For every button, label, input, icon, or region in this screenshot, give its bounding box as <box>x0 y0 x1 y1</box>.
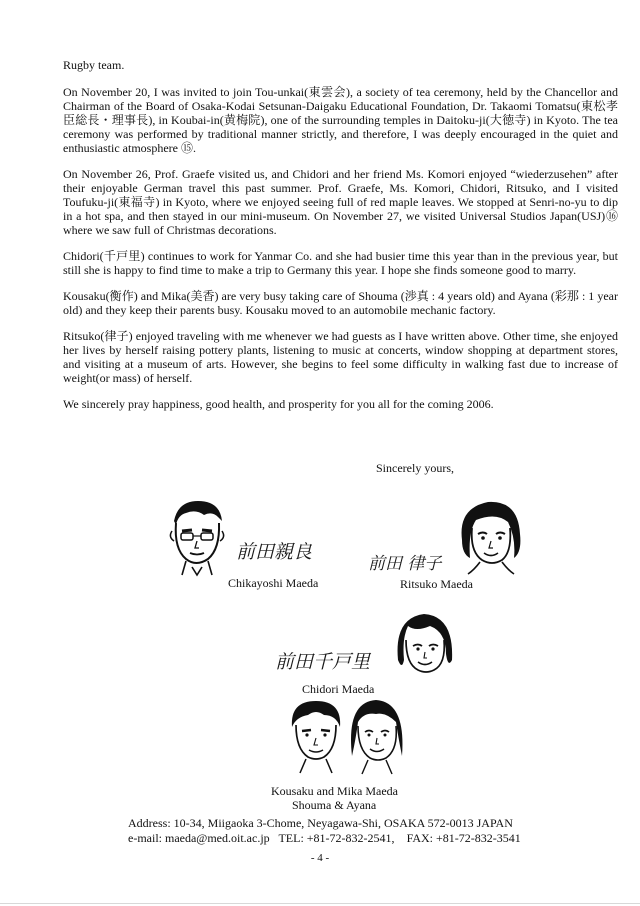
chikayoshi-printed-name: Chikayoshi Maeda <box>228 576 319 590</box>
contact-block <box>128 816 558 846</box>
paragraph-prof-graefe-visit: On November 26, Prof. Graefe visited us, and Chidori and her friend Ms. Komori enjoyed “wiederzusehen” after their enjoyable German travel this past summer. Prof. Graefe, Ms. Komori, Chidori, Ritsuko, and I visited Toufuku-ji(東福寺) in Kyoto, where we enjoyed seeing full of red maple leaves. We stopped at Senri-no-yu to dip in a hot spa, and then stayed in our mini-museum. On November 27, we visited Universal Studios Japan(USJ)⑯ where we saw full of Christmas decorations. <box>63 167 618 237</box>
closing-salutation: Sincerely yours, <box>376 461 454 475</box>
page-number: - 4 - <box>310 852 330 864</box>
email-address: e-mail: maeda@med.oit.ac.jp <box>128 831 270 845</box>
family-printed-name: Kousaku and Mika Maeda <box>271 784 398 798</box>
paragraph-rugby: Rugby team. <box>63 58 125 72</box>
chidori-handwritten-name: 前田千戸里 <box>275 651 371 673</box>
paragraph-tea-ceremony: On November 20, I was invited to join Tou-unkai(東雲会), a society of tea ceremony, held by the Chancellor and Chairman of the Board of Osaka-Kodai Setsunan-Daigaku Educational Foundation, Dr. Takaomi Tomatsu(東松孝臣総長・理事長), in Koubai-in(黄梅院), one of the surrounding temples in Daitoku-ji(大徳寺) in Kyoto. The tea ceremony was performed by traditional manner strictly, and therefore, I was deeply encouraged in the quiet and enthusiastic atmosphere ⑮. <box>63 85 618 155</box>
mika-portrait-sketch <box>346 696 408 776</box>
ritsuko-portrait-sketch <box>456 498 526 576</box>
family-children-names: Shouma & Ayana <box>292 798 377 812</box>
telephone-number: TEL: +81-72-832-2541, <box>278 831 395 845</box>
contact-line <box>128 831 558 846</box>
paragraph-chidori: Chidori(千戸里) continues to work for Yanmar Co. and she had busier time this year than in the previous year, but still she is happy to find time to make a trip to Germany this year. I hope she finds someone good to marry. <box>63 249 618 277</box>
paragraph-new-year-wishes: We sincerely pray happiness, good health, and prosperity for you all for the coming 2006. <box>63 397 494 411</box>
kousaku-portrait-sketch <box>286 697 346 775</box>
chikayoshi-signature <box>236 541 312 563</box>
paragraph-kousaku-mika: Kousaku(衡作) and Mika(美香) are very busy taking care of Shouma (渉真 : 4 years old) and Ayana (彩那 : 1 year old) and they keep their parents busy. Kousaku moved to an automobile mechanic factory. <box>63 289 618 317</box>
scan-bottom-edge <box>0 903 640 904</box>
paragraph-ritsuko: Ritsuko(律子) enjoyed traveling with me whenever we had guests as I have written above. Other time, she enjoyed her lives by herself raising pottery plants, listening to music at concerts, window shopping at department stores, and visiting at a museum of arts. However, she begins to feel some difficulty in walking fast due to increase of weight(or mass) of herself. <box>63 329 618 385</box>
ritsuko-printed-name: Ritsuko Maeda <box>400 577 473 591</box>
chidori-signature <box>275 651 370 673</box>
fax-number: FAX: +81-72-832-3541 <box>406 831 521 845</box>
chikayoshi-portrait-sketch <box>162 497 232 577</box>
postal-address: Address: 10-34, Miigaoka 3-Chome, Neyagawa-Shi, OSAKA 572-0013 JAPAN <box>128 816 513 830</box>
chidori-printed-name: Chidori Maeda <box>302 682 375 696</box>
chidori-portrait-sketch <box>392 610 458 682</box>
ritsuko-handwritten-name: 前田 律子 <box>368 554 442 574</box>
chikayoshi-handwritten-name: 前田親良 <box>236 541 313 563</box>
letter-body <box>63 58 618 423</box>
ritsuko-signature <box>368 553 441 575</box>
